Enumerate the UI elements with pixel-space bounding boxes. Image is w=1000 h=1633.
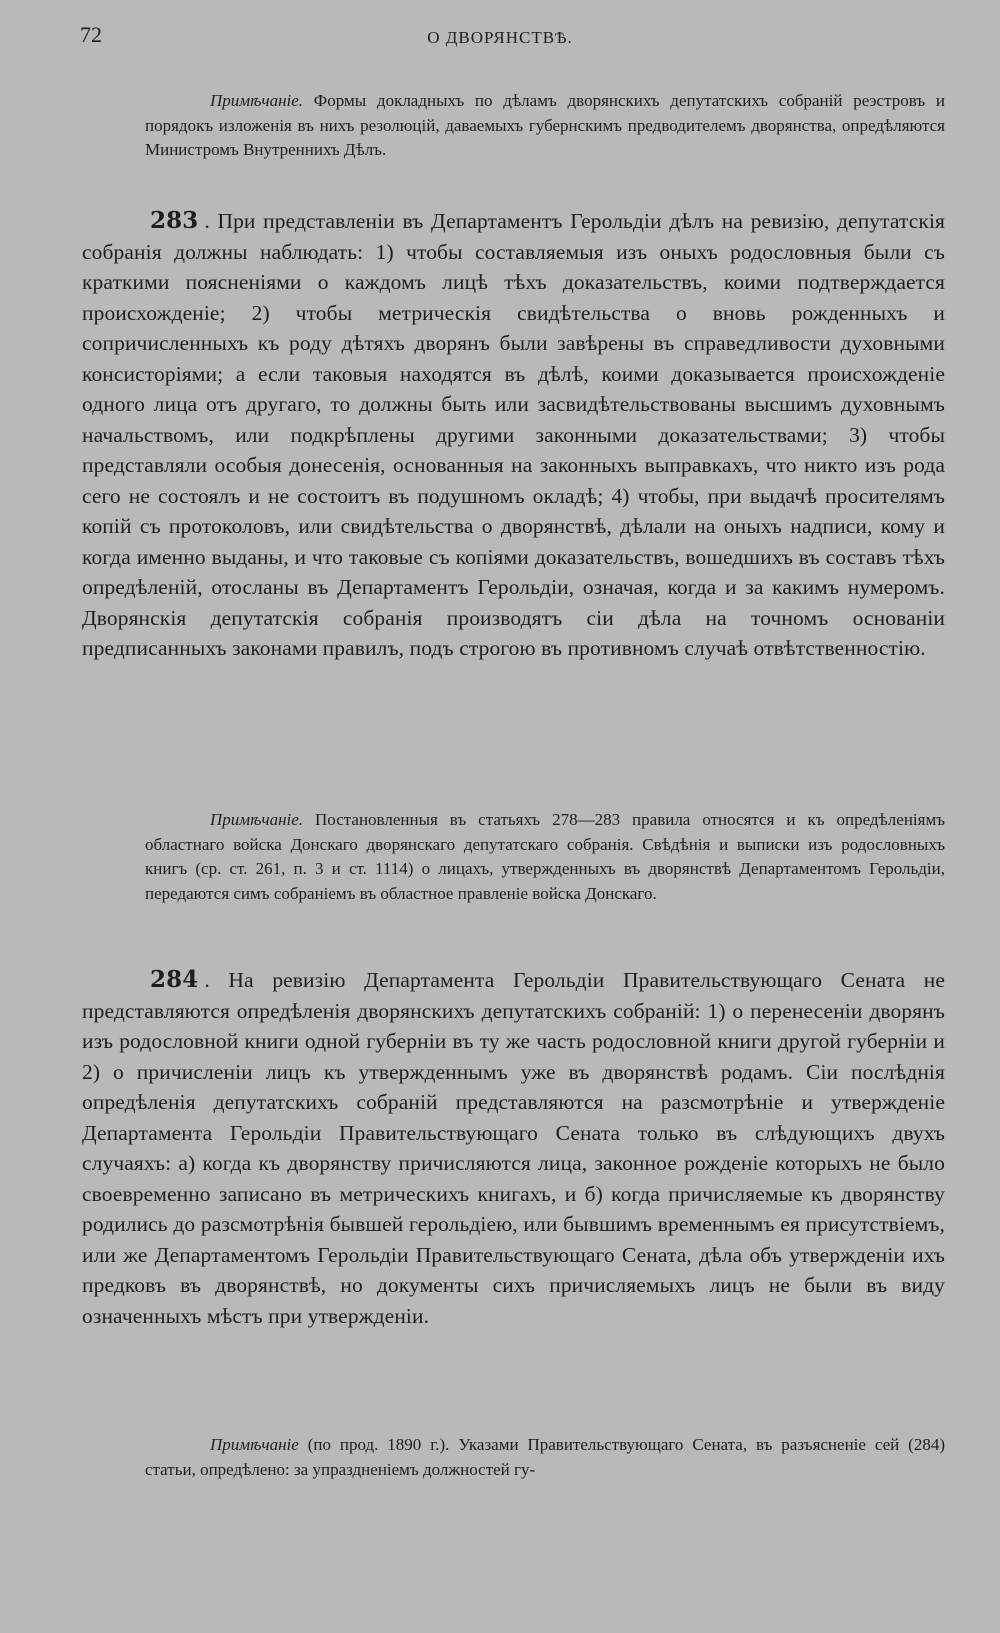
note-1-label: Примѣчаніе. [210, 91, 304, 110]
article-283: 283 . При представленіи въ Департаментъ Герольдіи дѣлъ на ревизію, депутатскія собранія должны наблюдать: 1) чтобы составляемыя изъ оныхъ родословныя были съ краткими поясненіями о каждомъ лицѣ тѣхъ доказательствъ, коими подтверждается происхожденіе; 2) чтобы метрическія свидѣтельства о вновь рожденныхъ и сопричисленныхъ къ роду дѣтяхъ дворянъ были завѣрены въ справедливости духовными консисторіями; а если таковыя находятся въ дѣлѣ, коими доказывается происхожденіе одного лица отъ другаго, то должны быть или засвидѣтельствованы высшимъ духовнымъ начальствомъ, или подкрѣплены другими законными доказательствами; 3) чтобы представляли особыя донесенія, основанныя на законныхъ выправкахъ, что никто изъ рода сего не состоялъ и не состоитъ въ подушномъ окладѣ; 4) чтобы, при выдачѣ просителямъ копій съ протоколовъ, или свидѣтельства о дворянствѣ, дѣлали на оныхъ надписи, кому и когда именно выданы, и что таковые съ копіями доказательствъ, вошедшихъ въ составъ тѣхъ опредѣленій, отосланы въ Департаментъ Герольдіи, означая, когда и за какимъ нумеромъ. Дворянскія депутатскія собранія производятъ сіи дѣла на точномъ основаніи предписанныхъ законами правилъ, подъ строгою въ противномъ случаѣ отвѣтственностію. [82, 207, 946, 660]
note-1 [145, 89, 945, 163]
note-3-text: (по прод. 1890 г.). Указами Правительствующаго Сената, въ разъясненіе сей (284) статьи, опредѣлено: за упраздненіемъ должностей гу- [145, 1435, 945, 1479]
article-284: 284 . На ревизію Департамента Герольдіи Правительствующаго Сената не представляются опредѣленія дворянскихъ депутатскихъ собраній: 1) о перенесеніи дворянъ изъ родословной книги одной губерніи въ ту же часть родословной книги другой губерніи и 2) о причисленіи лицъ къ утвержденнымъ уже въ дворянствѣ родамъ. Сіи послѣднія опредѣленія депутатскихъ собраній представляются на разсмотрѣніе и утвержденіе Департамента Герольдіи Правительствующаго Сената только въ слѣдующихъ двухъ случаяхъ: а) когда къ дворянству причисляются лица, законное рожденіе которыхъ не было своевременно записано въ метрическихъ книгахъ, и б) когда причисляемые къ дворянству родились до разсмотрѣнія бывшей герольдіею, или бывшимъ временнымъ ея присутствіемъ, или же Департаментомъ Герольдіи Правительствующаго Сената, дѣла объ утвержденіи ихъ предковъ въ дворянствѣ, но документы сихъ причисляемыхъ лицъ не были въ виду означенныхъ мѣстъ при утвержденіи. [82, 966, 945, 1328]
note-2 [145, 808, 945, 906]
note-1-text: Формы докладныхъ по дѣламъ дворянскихъ депутатскихъ собраній реэстровъ и порядокъ изложенія въ нихъ резолюцій, даваемыхъ губернскимъ предводителемъ дворянства, опредѣляются Министромъ Внутреннихъ Дѣлъ. [145, 91, 945, 159]
note-3-label: Примѣчаніе [210, 1435, 299, 1454]
article-283-text: При представленіи въ Департаментъ Герольдіи дѣлъ на ревизію, депутатскія собранія должны наблюдать: 1) чтобы составляемыя изъ оныхъ родословныя были съ краткими поясненіями о каждомъ лицѣ тѣхъ доказательствъ, коими подтверждается происхожденіе; 2) чтобы метрическія свидѣтельства о вновь рожденныхъ и сопричисленныхъ къ роду дѣтяхъ дворянъ были завѣрены въ справедливости духовными консисторіями; а если таковыя находятся въ дѣлѣ, коими доказывается происхожденіе одного лица отъ другаго, то должны быть или засвидѣтельствованы высшимъ духовнымъ начальствомъ, или подкрѣплены другими законными доказательствами; 3) чтобы представляли особыя донесенія, основанныя на законныхъ выправкахъ, что никто изъ рода сего не состоялъ и не состоитъ въ подушномъ окладѣ; 4) чтобы, при выдачѣ просителямъ копій съ протоколовъ, или свидѣтельства о дворянствѣ, дѣлали на оныхъ надписи, кому и когда именно выданы, и что таковые съ копіями доказательствъ, вошедшихъ въ составъ тѣхъ опредѣленій, отосланы въ Департаментъ Герольдіи, означая, когда и за какимъ нумеромъ. Дворянскія депутатскія собранія производятъ сіи дѣла на точномъ основаніи предписанныхъ законами правилъ, подъ строгою въ противномъ случаѣ отвѣтственностію. [82, 209, 946, 660]
running-title: О ДВОРЯНСТВѢ. [427, 28, 573, 47]
article-283-number: 283 [150, 207, 199, 234]
page-number: 72 [80, 22, 102, 47]
note-2-text: Постановленныя въ статьяхъ 278—283 правила относятся и къ опредѣленіямъ областнаго войска Донскаго дворянскаго депутатскаго собранія. Свѣдѣнія и выписки изъ родословныхъ книгъ (ср. ст. 261, п. 3 и ст. 1114) о лицахъ, утвержденныхъ въ дворянствѣ Департаментомъ Герольдіи, передаются симъ собраніемъ въ областное правленіе войска Донскаго. [145, 810, 946, 903]
note-3 [145, 1433, 945, 1482]
note-2-label: Примѣчаніе. [210, 810, 304, 829]
article-284-number: 284 [150, 966, 199, 993]
article-284-text: На ревизію Департамента Герольдіи Правительствующаго Сената не представляются опредѣленія дворянскихъ депутатскихъ собраній: 1) о перенесеніи дворянъ изъ родословной книги одной губерніи въ ту же часть родословной книги другой губерніи и 2) о причисленіи лицъ къ утвержденнымъ уже въ дворянствѣ родамъ. Сіи послѣднія опредѣленія депутатскихъ собраній представляются на разсмотрѣніе и утвержденіе Департамента Герольдіи Правительствующаго Сената только въ слѣдующихъ двухъ случаяхъ: а) когда къ дворянству причисляются лица, законное рожденіе которыхъ не было своевременно записано въ метрическихъ книгахъ, и б) когда причисляемые къ дворянству родились до разсмотрѣнія бывшей герольдіею, или бывшимъ временнымъ ея присутствіемъ, или же Департаментомъ Герольдіи Правительствующаго Сената, дѣла объ утвержденіи ихъ предковъ въ дворянствѣ, но документы сихъ причисляемыхъ лицъ не были въ виду означенныхъ мѣстъ при утвержденіи. [82, 968, 945, 1328]
